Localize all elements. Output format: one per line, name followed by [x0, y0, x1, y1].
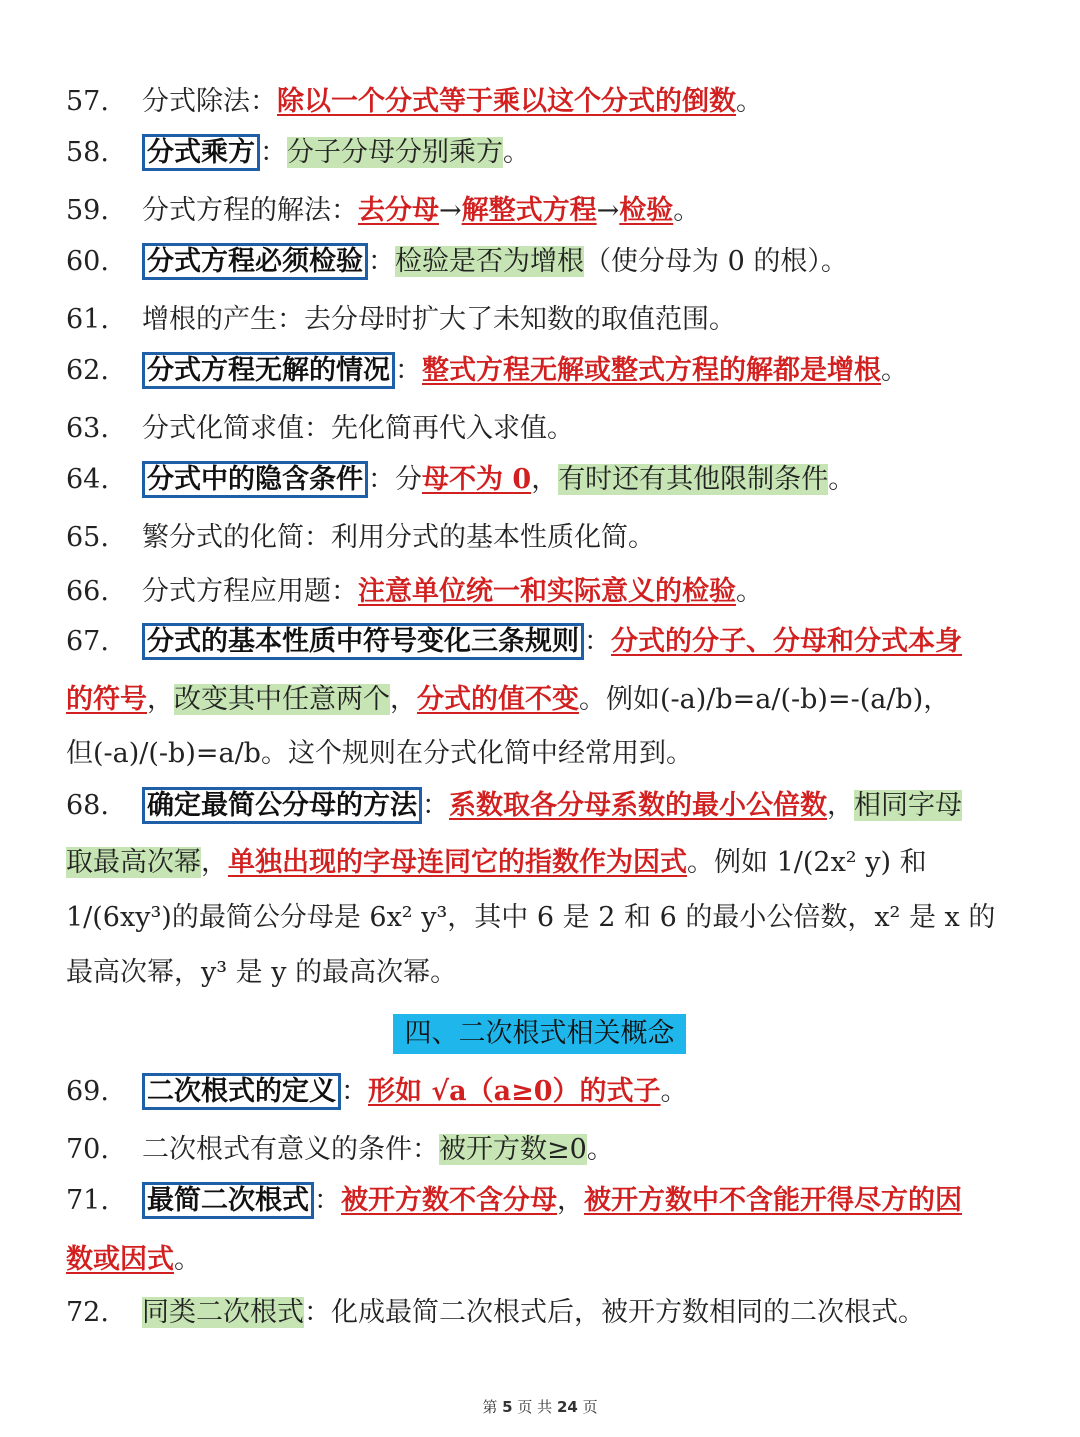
punct: ， — [557, 1185, 584, 1216]
item-label: 二次根式有意义的条件： — [142, 1134, 439, 1165]
term-box: 分式方程无解的情况 — [142, 352, 395, 389]
item-71 — [66, 1181, 1016, 1221]
item-number: 63. — [66, 413, 109, 444]
item-67 — [66, 622, 1016, 662]
item-text: 最高次幂，y³ 是 y 的最高次幂。 — [66, 957, 458, 988]
item-text: 增根的产生：去分母时扩大了未知数的取值范围。 — [142, 304, 736, 335]
punct: 。 — [673, 195, 701, 226]
punct: 。 — [586, 1134, 614, 1165]
definition: 分式的分子、分母和分式本身 — [611, 626, 962, 657]
item-72 — [66, 1293, 1016, 1333]
highlight: 有时还有其他限制条件 — [558, 464, 829, 495]
item-68 — [66, 786, 1016, 826]
item-61 — [66, 300, 1016, 340]
term-box: 分式乘方 — [142, 134, 260, 171]
punct: 。 — [736, 86, 763, 117]
definition: 系数取各分母系数的最小公倍数 — [449, 790, 827, 821]
arrow-icon: → — [439, 195, 462, 226]
punct: ， — [201, 847, 228, 878]
item-number: 62. — [66, 355, 109, 386]
punct: ， — [147, 684, 174, 715]
definition: 的符号 — [66, 684, 147, 715]
item-text: 但(-a)/(-b)=a/b。这个规则在分式化简中经常用到。 — [66, 738, 693, 769]
highlight: 改变其中任意两个 — [174, 684, 390, 715]
punct: ， — [390, 684, 417, 715]
item-number: 71. — [66, 1185, 109, 1216]
section-heading: 四、二次根式相关概念 — [393, 1014, 686, 1054]
step-3: 检验 — [619, 195, 674, 226]
term-box: 最简二次根式 — [142, 1182, 314, 1219]
item-text: 分式化简求值：先化简再代入求值。 — [142, 413, 574, 444]
item-58 — [66, 133, 1016, 173]
punct: 。 — [174, 1244, 201, 1275]
item-text: 。例如(-a)/b=a/(-b)=-(a/b)， — [579, 684, 951, 715]
item-rest: （使分母为 0 的根）。 — [584, 246, 848, 277]
highlight: 分子分母分别乘方 — [287, 137, 503, 168]
arrow-icon: → — [596, 195, 620, 226]
page-footer — [0, 1396, 1080, 1417]
item-label: 分式除法： — [142, 86, 277, 117]
item-69 — [66, 1072, 1016, 1112]
definition: 数或因式 — [66, 1244, 174, 1275]
term-box: 确定最简公分母的方法 — [142, 787, 422, 824]
item-57 — [66, 82, 1016, 122]
punct: ： — [341, 1076, 368, 1107]
punct: 。 — [828, 464, 856, 495]
item-text: 。例如 1/(2x² y) 和 — [687, 847, 927, 878]
definition: 单独出现的字母连同它的指数作为因式 — [228, 847, 687, 878]
definition: 被开方数中不含能开得尽方的因 — [584, 1185, 962, 1216]
term-box: 二次根式的定义 — [142, 1073, 341, 1110]
punct: ： — [368, 246, 395, 277]
definition: 母不为 0 — [422, 464, 532, 495]
item-number: 65. — [66, 522, 109, 553]
punct: ： — [368, 464, 395, 495]
footer-pre: 第 — [482, 1398, 498, 1416]
item-number: 67. — [66, 626, 109, 657]
term-box: 分式方程必须检验 — [142, 243, 368, 280]
punct: ： — [395, 355, 422, 386]
step-1: 去分母 — [358, 195, 439, 226]
item-number: 61. — [66, 304, 109, 335]
definition: 形如 √a（a≥0）的式子 — [368, 1076, 661, 1107]
item-number: 72. — [66, 1297, 109, 1328]
item-number: 60. — [66, 246, 109, 277]
highlight: 相同字母 — [854, 790, 962, 821]
highlight: 同类二次根式 — [142, 1297, 304, 1328]
item-label: 分式方程的解法： — [142, 195, 358, 226]
item-60 — [66, 242, 1016, 282]
item-63 — [66, 409, 1016, 449]
item-text: 分 — [395, 464, 422, 495]
item-number: 68. — [66, 790, 109, 821]
item-68-line4 — [66, 953, 1016, 993]
item-number: 58. — [66, 137, 109, 168]
item-62 — [66, 351, 1016, 391]
item-number: 69. — [66, 1076, 109, 1107]
item-65 — [66, 518, 1016, 558]
item-number: 70. — [66, 1134, 109, 1165]
punct: ， — [531, 464, 559, 495]
footer-post: 页 — [582, 1398, 598, 1416]
page-total: 24 — [556, 1398, 578, 1416]
term-box: 分式的基本性质中符号变化三条规则 — [142, 623, 584, 660]
item-59 — [66, 191, 1016, 231]
highlight: 被开方数≥0 — [439, 1134, 587, 1165]
definition: 整式方程无解或整式方程的解都是增根 — [422, 355, 881, 386]
definition: 分式的值不变 — [417, 684, 579, 715]
definition: 注意单位统一和实际意义的检验 — [358, 576, 736, 607]
punct: ： — [314, 1185, 341, 1216]
item-68-line3 — [66, 898, 1016, 938]
item-64 — [66, 460, 1016, 500]
item-number: 57. — [66, 86, 109, 117]
footer-mid: 页 共 — [517, 1398, 553, 1416]
item-68-continued — [66, 843, 1016, 883]
highlight: 取最高次幂 — [66, 847, 201, 878]
highlight: 检验是否为增根 — [395, 246, 584, 277]
item-66 — [66, 572, 1016, 612]
punct: ， — [827, 790, 854, 821]
page-number: 5 — [502, 1398, 513, 1416]
punct: ： — [422, 790, 449, 821]
punct: 。 — [660, 1076, 688, 1107]
punct: 。 — [736, 576, 763, 607]
item-number: 66. — [66, 576, 109, 607]
item-67-continued — [66, 680, 1016, 720]
item-71-continued — [66, 1240, 1016, 1280]
item-number: 64. — [66, 464, 109, 495]
item-text: 繁分式的化简：利用分式的基本性质化简。 — [142, 522, 655, 553]
item-70 — [66, 1130, 1016, 1170]
item-text: 1/(6xy³)的最简公分母是 6x² y³，其中 6 是 2 和 6 的最小公倍数，x² 是 x 的 — [66, 902, 996, 933]
punct: 。 — [881, 355, 908, 386]
definition: 除以一个分式等于乘以这个分式的倒数 — [277, 86, 736, 117]
item-label: 分式方程应用题： — [142, 576, 358, 607]
definition: 被开方数不含分母 — [341, 1185, 557, 1216]
item-67-line3 — [66, 734, 1016, 774]
item-text: ：化成最简二次根式后，被开方数相同的二次根式。 — [304, 1297, 925, 1328]
punct: ： — [260, 137, 287, 168]
step-2: 解整式方程 — [461, 195, 597, 226]
punct: 。 — [503, 137, 530, 168]
term-box: 分式中的隐含条件 — [142, 461, 368, 498]
punct: ： — [584, 626, 611, 657]
item-number: 59. — [66, 195, 109, 226]
